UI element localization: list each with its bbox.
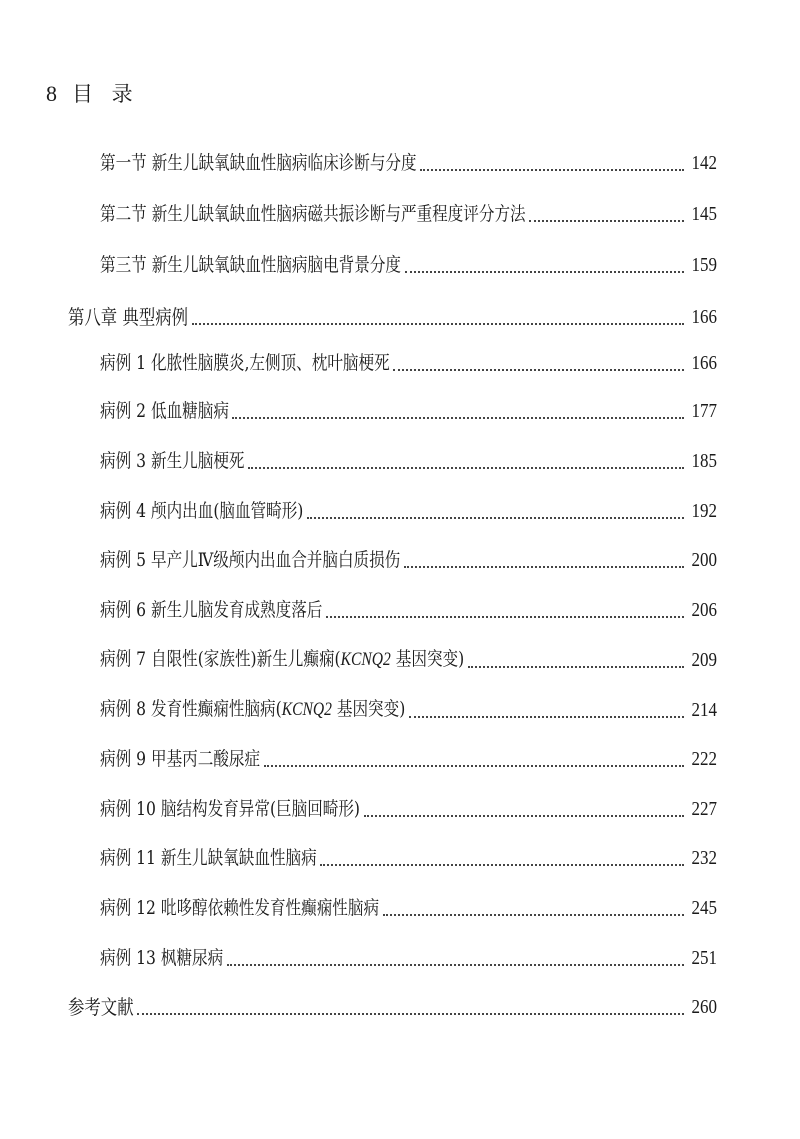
dot-leader [232, 416, 684, 419]
toc-entry-title: 第二节 新生儿缺氧缺血性脑病磁共振诊断与严重程度评分方法 [100, 203, 526, 225]
toc-page-number: 166 [691, 306, 717, 328]
toc-entry[interactable] [100, 397, 717, 425]
toc-page-number: 142 [691, 152, 717, 174]
toc-entry-title: 病例 7 自限性(家族性)新生儿癫痫(KCNQ2 基因突变) [100, 648, 465, 670]
toc-entry-title: 第八章 典型病例 [68, 305, 189, 329]
toc-page-number: 177 [691, 400, 717, 422]
toc-entry[interactable] [100, 200, 717, 228]
toc-entry-title: 病例 6 新生儿脑发育成熟度落后 [100, 599, 323, 621]
toc-page-number: 222 [691, 748, 717, 770]
toc-entry-title: 病例 11 新生儿缺氧缺血性脑病 [100, 847, 317, 869]
toc-page-number: 209 [691, 649, 717, 671]
toc-entry[interactable] [100, 497, 717, 525]
dot-leader [248, 466, 684, 469]
toc-entry-title: 第一节 新生儿缺氧缺血性脑病临床诊断与分度 [100, 152, 417, 174]
toc-page-number: 260 [691, 996, 717, 1018]
toc-page-number: 185 [691, 450, 717, 472]
dot-leader [307, 516, 684, 519]
dot-leader [409, 715, 684, 718]
toc-entry[interactable] [100, 696, 717, 724]
toc-page-number: 251 [691, 947, 717, 969]
toc-page-number: 200 [691, 549, 717, 571]
toc-entry-title: 病例 3 新生儿脑梗死 [100, 450, 245, 472]
toc-entry[interactable] [100, 596, 717, 624]
dot-leader [137, 1012, 684, 1015]
toc-entry-title: 病例 12 吡哆醇依赖性发育性癫痫性脑病 [100, 897, 380, 919]
page-number: 8 [46, 81, 58, 106]
dot-leader [383, 913, 684, 916]
dot-leader [326, 615, 684, 618]
dot-leader [420, 168, 684, 171]
toc-page-number: 214 [691, 699, 717, 721]
dot-leader [264, 764, 684, 767]
toc-entry-title: 病例 10 脑结构发育异常(巨脑回畸形) [100, 798, 361, 820]
toc-entry[interactable] [100, 844, 717, 872]
toc-entry[interactable] [100, 149, 717, 177]
toc-entry[interactable] [100, 349, 717, 377]
toc-entry-title: 第三节 新生儿缺氧缺血性脑病脑电背景分度 [100, 254, 402, 276]
dot-leader [404, 565, 684, 568]
dot-leader [227, 963, 684, 966]
toc-entry[interactable] [100, 447, 717, 475]
dot-leader [393, 368, 684, 371]
dot-leader [364, 814, 684, 817]
toc-entry-title: 病例 1 化脓性脑膜炎,左侧顶、枕叶脑梗死 [100, 352, 390, 374]
running-head: 目 录 [72, 82, 139, 106]
toc-page-number: 166 [691, 352, 717, 374]
toc-entry[interactable] [100, 546, 717, 574]
toc-entry-title: 病例 13 枫糖尿病 [100, 947, 224, 969]
dot-leader [468, 665, 684, 668]
toc-entry[interactable] [100, 745, 717, 773]
toc-entry[interactable] [100, 795, 717, 823]
toc-page-number: 145 [691, 203, 717, 225]
dot-leader [529, 219, 684, 222]
toc-chapter-entry[interactable] [68, 303, 717, 331]
toc-entry-title: 病例 5 早产儿Ⅳ级颅内出血合并脑白质损伤 [100, 549, 401, 571]
toc-page-number: 245 [691, 897, 717, 919]
toc-entry-title: 参考文献 [68, 995, 134, 1019]
toc-chapter-entry[interactable] [68, 993, 717, 1021]
toc-page-number: 232 [691, 847, 717, 869]
toc-entry[interactable] [100, 646, 717, 674]
toc-entry-title: 病例 2 低血糖脑病 [100, 400, 229, 422]
toc-entry-title: 病例 8 发育性癫痫性脑病(KCNQ2 基因突变) [100, 698, 406, 720]
dot-leader [405, 270, 684, 273]
toc-entry-title: 病例 4 颅内出血(脑血管畸形) [100, 500, 304, 522]
toc-entry[interactable] [100, 894, 717, 922]
dot-leader [192, 322, 684, 325]
toc-entry-title: 病例 9 甲基丙二酸尿症 [100, 748, 261, 770]
toc-page-number: 192 [691, 500, 717, 522]
toc-entry[interactable] [100, 944, 717, 972]
toc-page-number: 159 [691, 254, 717, 276]
toc-entry[interactable] [100, 251, 717, 279]
toc-page-number: 227 [691, 798, 717, 820]
page-header [46, 78, 139, 108]
dot-leader [320, 863, 684, 866]
toc-page-number: 206 [691, 599, 717, 621]
